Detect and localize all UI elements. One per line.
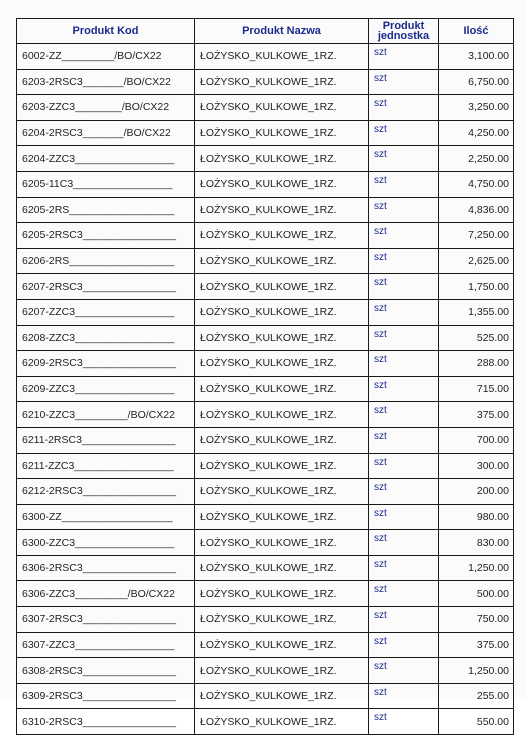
unit-cell: szt [369,658,439,684]
table-row [17,325,514,351]
product-code-cell: 6002-ZZ_________/BO/CX22 [17,44,195,70]
product-name-cell: ŁOŻYSKO_KULKOWE_1RZ. [195,555,369,581]
product-name-cell: ŁOŻYSKO_KULKOWE_1RZ. [195,530,369,556]
product-name-cell: ŁOŻYSKO_KULKOWE_1RZ. [195,683,369,709]
product-name-cell: ŁOŻYSKO_KULKOWE_1RZ. [195,709,369,735]
quantity-cell: 2,250.00 [439,146,514,172]
product-code-cell: 6203-ZZC3________/BO/CX22 [17,95,195,121]
product-code-cell: 6205-2RSC3________________ [17,223,195,249]
table-row [17,197,514,223]
unit-cell: szt [369,632,439,658]
table-row [17,709,514,735]
unit-cell: szt [369,223,439,249]
quantity-cell: 700.00 [439,427,514,453]
quantity-cell: 830.00 [439,530,514,556]
product-code-cell: 6211-2RSC3________________ [17,427,195,453]
unit-cell: szt [369,555,439,581]
unit-cell: szt [369,44,439,70]
table-row [17,427,514,453]
product-code-cell: 6309-2RSC3________________ [17,683,195,709]
quantity-cell: 715.00 [439,376,514,402]
unit-cell: szt [369,248,439,274]
product-code-cell: 6306-2RSC3________________ [17,555,195,581]
quantity-cell: 3,250.00 [439,95,514,121]
table-row [17,479,514,505]
unit-cell: szt [369,69,439,95]
product-code-cell: 6207-2RSC3________________ [17,274,195,300]
product-name-cell: ŁOŻYSKO_KULKOWE_1RZ. [195,248,369,274]
table-row [17,248,514,274]
product-name-cell: ŁOŻYSKO_KULKOWE_1RZ. [195,607,369,633]
quantity-cell: 288.00 [439,351,514,377]
unit-cell: szt [369,402,439,428]
table-row [17,658,514,684]
product-name-cell: ŁOŻYSKO_KULKOWE_1RZ. [195,69,369,95]
quantity-cell: 3,100.00 [439,44,514,70]
table-row [17,351,514,377]
quantity-cell: 375.00 [439,402,514,428]
product-code-cell: 6204-2RSC3_______/BO/CX22 [17,120,195,146]
table-row [17,95,514,121]
table-row [17,274,514,300]
product-code-cell: 6209-2RSC3________________ [17,351,195,377]
header-product-name: Produkt Nazwa [195,19,369,44]
product-code-cell: 6208-ZZC3_________________ [17,325,195,351]
product-code-cell: 6204-ZZC3_________________ [17,146,195,172]
quantity-cell: 1,750.00 [439,274,514,300]
table-body [17,44,514,735]
product-name-cell: ŁOŻYSKO_KULKOWE_1RZ. [195,402,369,428]
unit-cell: szt [369,427,439,453]
quantity-cell: 550.00 [439,709,514,735]
table-row [17,171,514,197]
quantity-cell: 4,750.00 [439,171,514,197]
unit-cell: szt [369,146,439,172]
quantity-cell: 300.00 [439,453,514,479]
product-name-cell: ŁOŻYSKO_KULKOWE_1RZ. [195,171,369,197]
quantity-cell: 200.00 [439,479,514,505]
product-code-cell: 6300-ZZC3_________________ [17,530,195,556]
unit-cell: szt [369,453,439,479]
unit-cell: szt [369,581,439,607]
unit-cell: szt [369,479,439,505]
product-name-cell: ŁOŻYSKO_KULKOWE_1RZ. [195,325,369,351]
product-code-cell: 6212-2RSC3________________ [17,479,195,505]
quantity-cell: 375.00 [439,632,514,658]
product-code-cell: 6207-ZZC3_________________ [17,299,195,325]
quantity-cell: 525.00 [439,325,514,351]
table-header [17,19,514,44]
product-name-cell: ŁOŻYSKO_KULKOWE_1RZ. [195,274,369,300]
table-row [17,69,514,95]
table-row [17,504,514,530]
product-name-cell: ŁOŻYSKO_KULKOWE_1RZ. [195,299,369,325]
unit-cell: szt [369,325,439,351]
product-name-cell: ŁOŻYSKO_KULKOWE_1RZ. [195,351,369,377]
quantity-cell: 1,250.00 [439,555,514,581]
product-name-cell: ŁOŻYSKO_KULKOWE_1RZ. [195,120,369,146]
header-product-unit: Produkt jednostka [369,19,439,44]
table-row [17,632,514,658]
product-code-cell: 6203-2RSC3_______/BO/CX22 [17,69,195,95]
product-name-cell: ŁOŻYSKO_KULKOWE_1RZ. [195,427,369,453]
product-name-cell: ŁOŻYSKO_KULKOWE_1RZ. [195,197,369,223]
product-code-cell: 6206-2RS__________________ [17,248,195,274]
unit-cell: szt [369,197,439,223]
product-code-cell: 6209-ZZC3_________________ [17,376,195,402]
unit-cell: szt [369,120,439,146]
quantity-cell: 4,836.00 [439,197,514,223]
table-row [17,44,514,70]
quantity-cell: 500.00 [439,581,514,607]
product-name-cell: ŁOŻYSKO_KULKOWE_1RZ. [195,632,369,658]
quantity-cell: 255.00 [439,683,514,709]
table-row [17,530,514,556]
quantity-cell: 980.00 [439,504,514,530]
product-code-cell: 6211-ZZC3_________________ [17,453,195,479]
unit-cell: szt [369,351,439,377]
table-row [17,402,514,428]
unit-cell: szt [369,376,439,402]
product-name-cell: ŁOŻYSKO_KULKOWE_1RZ. [195,504,369,530]
unit-cell: szt [369,274,439,300]
product-name-cell: ŁOŻYSKO_KULKOWE_1RZ. [195,95,369,121]
quantity-cell: 750.00 [439,607,514,633]
product-code-cell: 6306-ZZC3_________/BO/CX22 [17,581,195,607]
unit-cell: szt [369,299,439,325]
table-row [17,453,514,479]
unit-cell: szt [369,683,439,709]
product-name-cell: ŁOŻYSKO_KULKOWE_1RZ. [195,376,369,402]
table-row [17,607,514,633]
unit-cell: szt [369,607,439,633]
product-name-cell: ŁOŻYSKO_KULKOWE_1RZ. [195,223,369,249]
product-code-cell: 6300-ZZ___________________ [17,504,195,530]
quantity-cell: 6,750.00 [439,69,514,95]
table-row [17,120,514,146]
product-code-cell: 6205-11C3_________________ [17,171,195,197]
table-row [17,299,514,325]
product-code-cell: 6308-2RSC3________________ [17,658,195,684]
product-name-cell: ŁOŻYSKO_KULKOWE_1RZ. [195,479,369,505]
product-code-cell: 6310-2RSC3________________ [17,709,195,735]
product-code-cell: 6307-ZZC3_________________ [17,632,195,658]
header-product-code: Produkt Kod [17,19,195,44]
table-row [17,146,514,172]
table-row [17,581,514,607]
header-quantity: Ilość [439,19,514,44]
quantity-cell: 1,355.00 [439,299,514,325]
product-code-cell: 6307-2RSC3________________ [17,607,195,633]
product-code-cell: 6210-ZZC3_________/BO/CX22 [17,402,195,428]
product-name-cell: ŁOŻYSKO_KULKOWE_1RZ. [195,146,369,172]
table-row [17,683,514,709]
product-name-cell: ŁOŻYSKO_KULKOWE_1RZ. [195,581,369,607]
quantity-cell: 1,250.00 [439,658,514,684]
product-table [16,18,514,735]
unit-cell: szt [369,171,439,197]
unit-cell: szt [369,530,439,556]
product-name-cell: ŁOŻYSKO_KULKOWE_1RZ. [195,453,369,479]
unit-cell: szt [369,709,439,735]
product-name-cell: ŁOŻYSKO_KULKOWE_1RZ. [195,658,369,684]
unit-cell: szt [369,95,439,121]
table-row [17,555,514,581]
quantity-cell: 4,250.00 [439,120,514,146]
quantity-cell: 2,625.00 [439,248,514,274]
product-name-cell: ŁOŻYSKO_KULKOWE_1RZ. [195,44,369,70]
unit-cell: szt [369,504,439,530]
header-row [17,19,514,44]
table-row [17,376,514,402]
table-row [17,223,514,249]
product-code-cell: 6205-2RS__________________ [17,197,195,223]
quantity-cell: 7,250.00 [439,223,514,249]
